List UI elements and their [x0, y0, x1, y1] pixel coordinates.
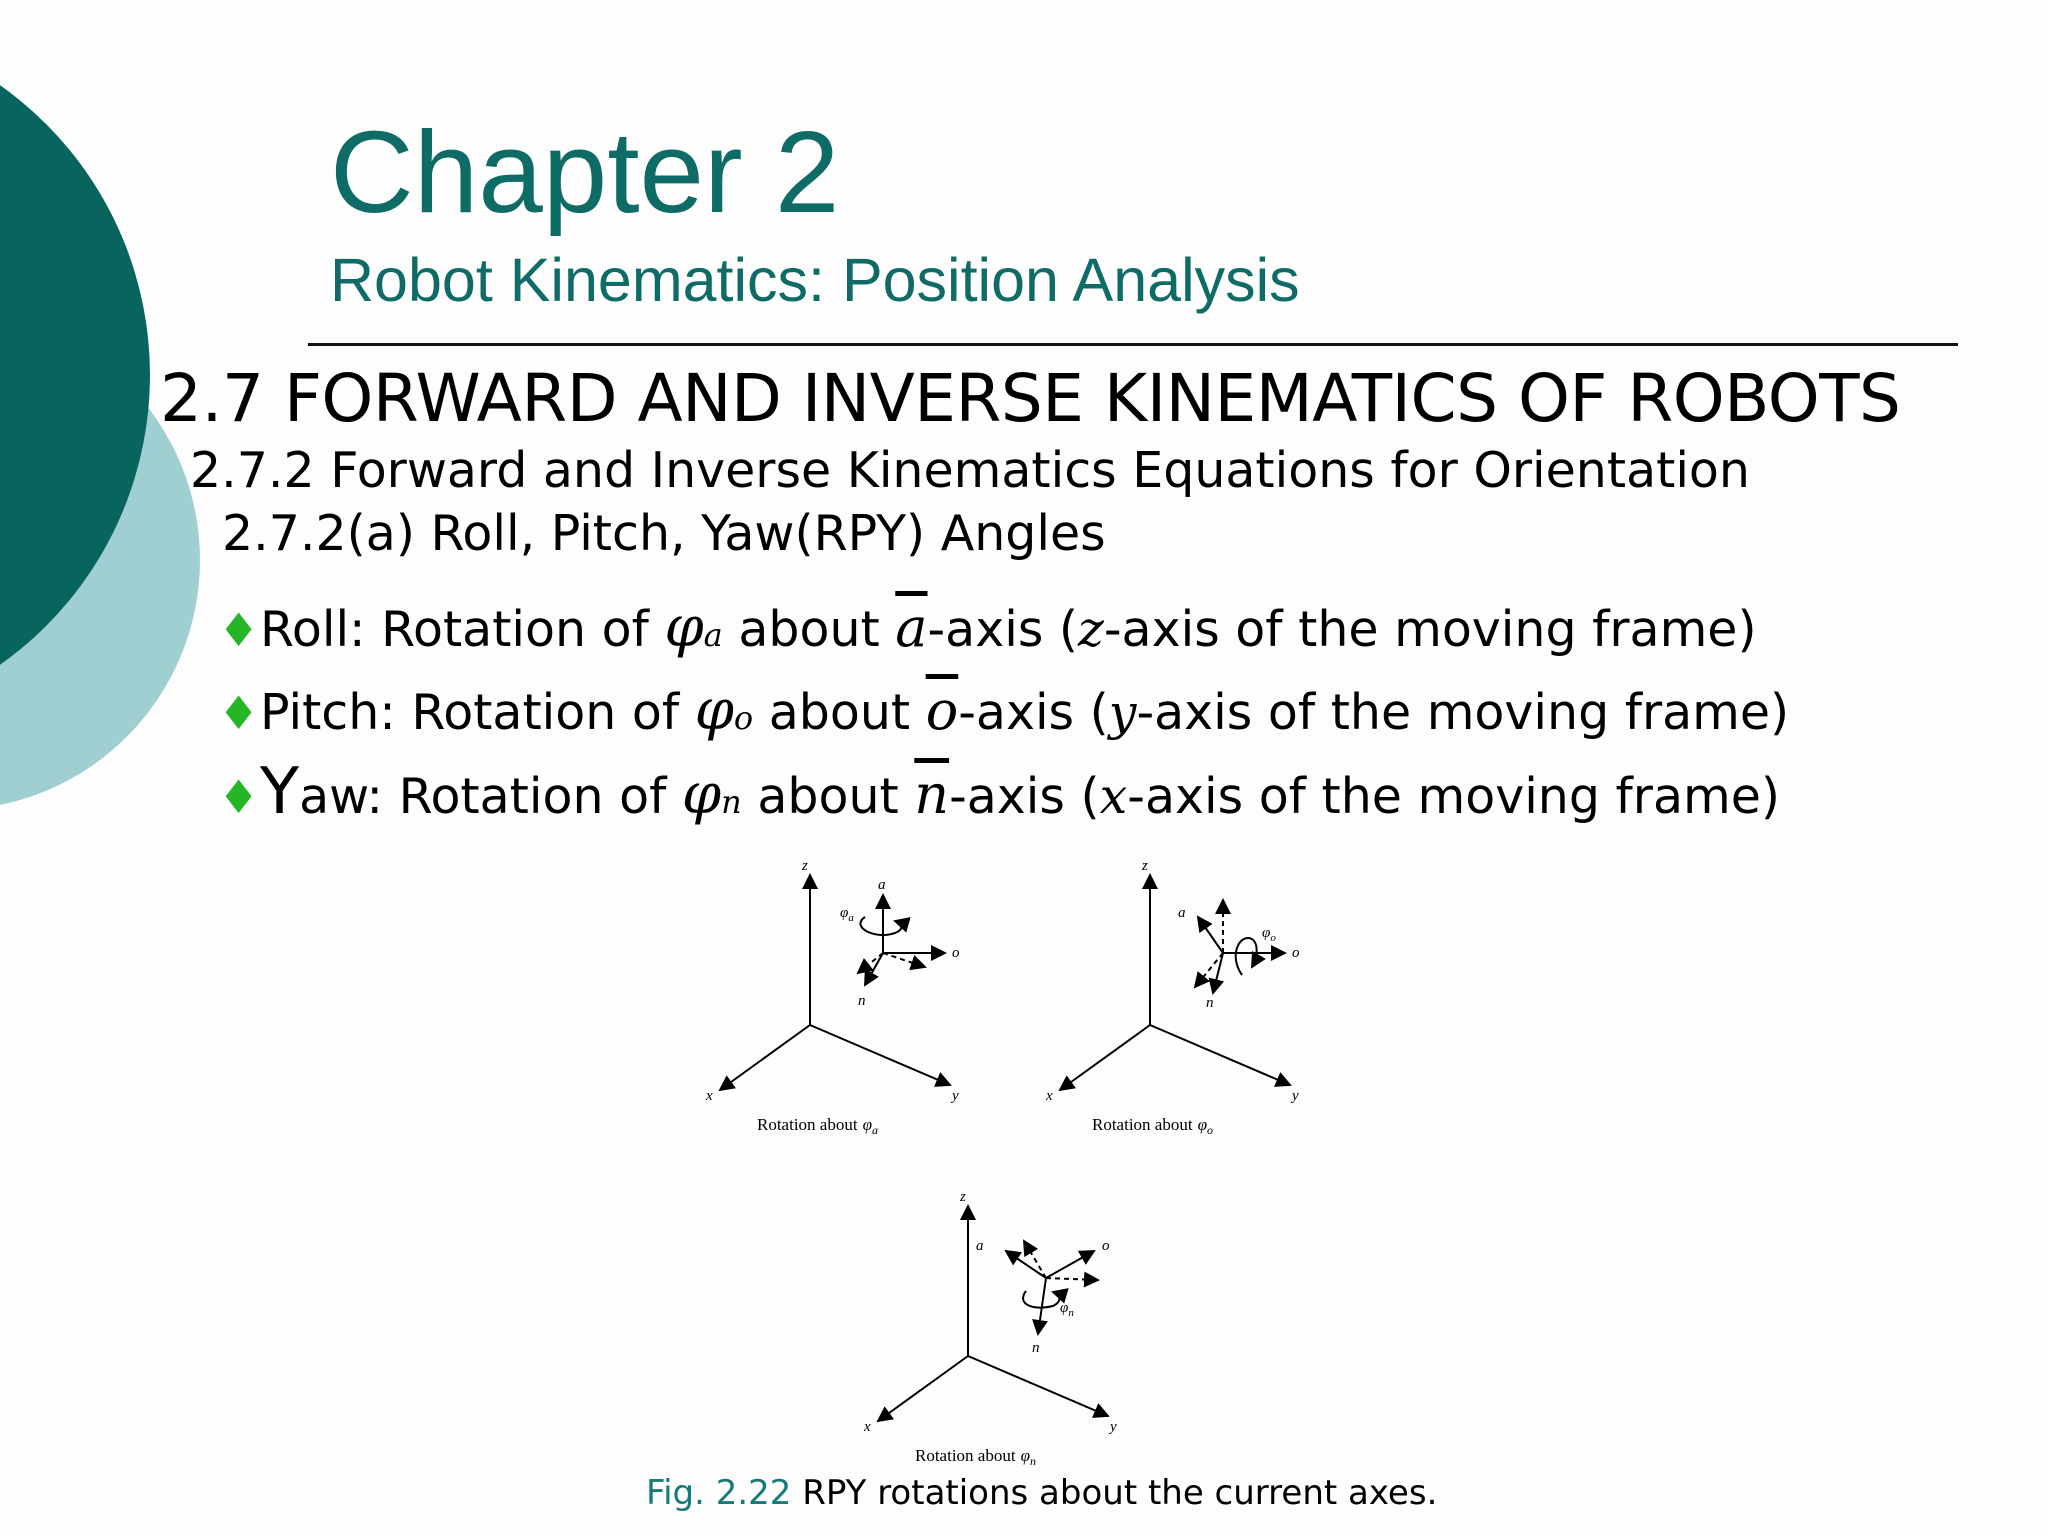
bullet-prefix: aw: Rotation of: [299, 768, 667, 825]
bullet-tail: -axis of the moving frame): [1103, 601, 1757, 658]
figure-main-caption: [646, 1473, 1437, 1513]
title-divider: [308, 343, 1958, 346]
diamond-bullet-icon: ♦: [218, 686, 260, 740]
frame-axis: y: [1108, 684, 1137, 741]
label-y: y: [1292, 1088, 1299, 1104]
axis-symbol: $\overline{a}$: [895, 596, 928, 659]
section-heading: 2.7 FORWARD AND INVERSE KINEMATICS OF ROBOTS: [160, 360, 1901, 437]
about-word: about: [738, 601, 880, 658]
bullet-prefix: Pitch: Rotation of: [260, 684, 680, 741]
figure-rotation-a: [690, 855, 990, 1145]
label-z: z: [802, 858, 808, 874]
bullet-prefix-big: Y: [260, 755, 300, 829]
bullet-tail: -axis of the moving frame): [1136, 684, 1790, 741]
figure-number: Fig. 2.22: [646, 1473, 792, 1513]
figure-caption: Rotation about $\varphi_o$: [1092, 1115, 1213, 1137]
label-x: x: [706, 1088, 713, 1104]
bullet-tail: -axis of the moving frame): [1127, 768, 1780, 825]
label-a: a: [976, 1238, 984, 1254]
bullet-pitch: [218, 678, 1789, 743]
bullet-roll: [218, 595, 1757, 660]
subsection-heading: 2.7.2 Forward and Inverse Kinematics Equations for Orientation: [190, 442, 1750, 499]
label-x: x: [1046, 1088, 1053, 1104]
phi-symbol: φ: [694, 678, 734, 743]
label-phi: $\varphi_o$: [1262, 925, 1276, 944]
diagram-rotation-a: [690, 855, 990, 1145]
figure-rotation-o: [1030, 855, 1330, 1145]
diamond-bullet-icon: ♦: [218, 603, 260, 657]
chapter-subtitle: Robot Kinematics: Position Analysis: [330, 246, 1300, 314]
figure-caption: Rotation about $\varphi_a$: [757, 1115, 878, 1137]
label-phi: $\varphi_a$: [840, 905, 854, 924]
label-o: o: [952, 945, 960, 961]
label-phi: $\varphi_n$: [1060, 1300, 1074, 1319]
phi-symbol: φ: [681, 762, 722, 827]
subsubsection-heading: 2.7.2(a) Roll, Pitch, Yaw(RPY) Angles: [222, 505, 1106, 562]
figure-caption: Rotation about $\varphi_n$: [915, 1446, 1036, 1468]
diamond-bullet-icon: ♦: [218, 770, 260, 824]
chapter-title: Chapter 2: [330, 107, 840, 237]
label-o: o: [1102, 1238, 1110, 1254]
label-z: z: [960, 1189, 966, 1205]
axis-text: -axis (: [958, 684, 1109, 741]
label-n: n: [858, 993, 866, 1009]
frame-axis: z: [1078, 601, 1104, 658]
label-n: n: [1032, 1340, 1040, 1356]
label-a: a: [1178, 905, 1186, 921]
label-x: x: [864, 1419, 871, 1435]
bullet-prefix: Roll: Rotation of: [260, 601, 649, 658]
figure-caption-text: RPY rotations about the current axes.: [791, 1473, 1438, 1513]
phi-symbol: φ: [664, 595, 704, 660]
axis-text: -axis (: [949, 768, 1100, 825]
axis-symbol: $\overline{o}$: [925, 679, 959, 742]
label-a: a: [878, 877, 886, 893]
axis-symbol: $\overline{n}$: [914, 763, 950, 826]
bullet-yaw: [218, 755, 1780, 829]
diagram-rotation-o: [1030, 855, 1330, 1145]
about-word: about: [757, 768, 899, 825]
label-n: n: [1206, 995, 1214, 1011]
angle-subscript: o: [733, 699, 754, 737]
axis-text: -axis (: [927, 601, 1079, 658]
label-y: y: [1110, 1419, 1117, 1435]
diagram-rotation-n: [848, 1186, 1148, 1476]
angle-subscript: n: [721, 783, 742, 821]
label-z: z: [1142, 858, 1148, 874]
figure-rotation-n: [848, 1186, 1148, 1476]
about-word: about: [768, 684, 911, 741]
label-y: y: [952, 1088, 959, 1104]
frame-axis: x: [1099, 768, 1128, 825]
label-o: o: [1292, 945, 1300, 961]
angle-subscript: a: [703, 616, 723, 654]
